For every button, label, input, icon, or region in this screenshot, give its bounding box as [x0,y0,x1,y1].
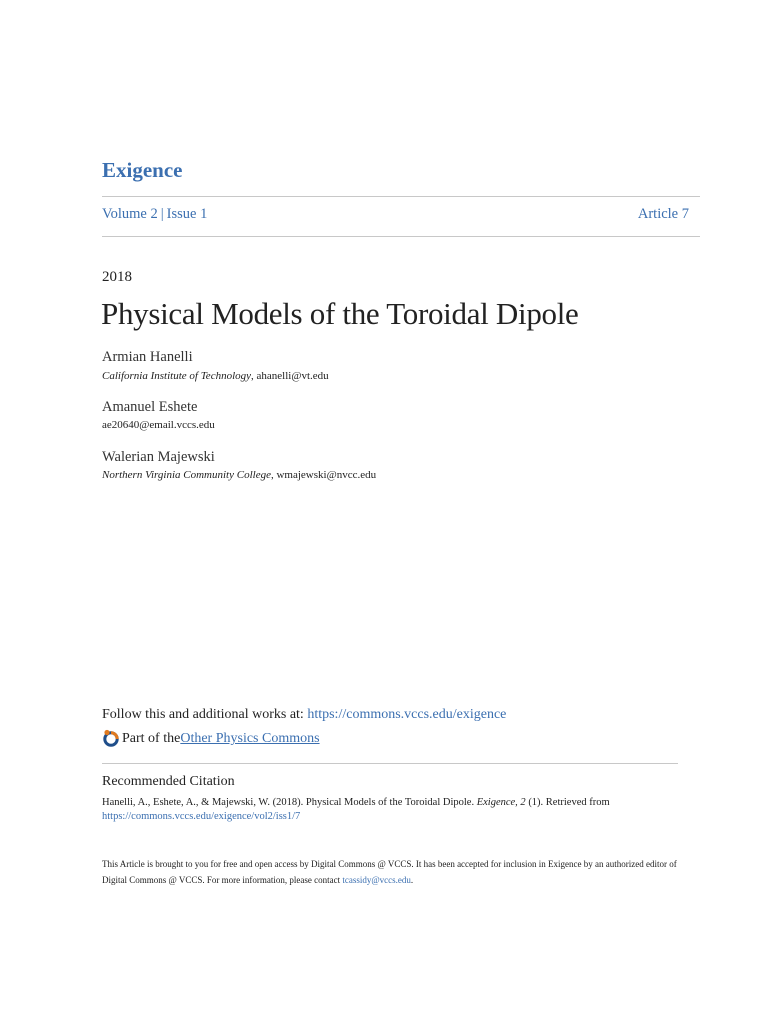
collection-url-link[interactable]: https://commons.vccs.edu/exigence [307,707,507,722]
follow-text: Follow this and additional works at: [102,707,308,722]
citation-heading: Recommended Citation [102,774,235,789]
open-access-notice [102,856,677,888]
author-email[interactable]: , ahanelli@vt.edu [251,370,329,382]
volume-link[interactable]: Volume 2 [102,206,158,222]
header-divider-bottom [102,236,700,237]
discipline-commons-link[interactable]: Other Physics Commons [180,731,320,746]
part-of-text: Part of the [122,731,181,746]
bepress-commons-network-icon [102,729,120,747]
article-title: Physical Models of the Toroidal Dipole [101,296,579,331]
author-name: Armian Hanelli [102,349,193,365]
author-name: Amanuel Eshete [102,399,198,415]
notice-text: This Article is brought to you for free and open access by Digital Commons @ VCCS. It has been accepted for inclusion in Exigence by an authorized editor of Digital Commons @ VCCS. For more information, please contact [102,859,677,885]
notice-end: . [410,875,414,885]
author-email[interactable]: , wmajewski@nvcc.edu [270,469,377,481]
citation-journal: Exigence, 2 [476,797,526,808]
part-of-line [102,730,320,748]
article-number-link[interactable]: Article 7 [637,206,689,222]
author-email[interactable]: ae20640@email.vccs.edu [102,419,215,431]
author-affiliation [102,370,329,382]
author-institution: California Institute of Technology [102,370,252,382]
issue-link[interactable]: Issue 1 [166,206,208,222]
citation-text [102,796,662,824]
header-divider-top [102,196,700,197]
follow-works-line [102,707,506,723]
author-institution: Northern Virginia Community College [102,469,271,481]
publication-year: 2018 [102,269,132,285]
citation-issue-retrieved: (1). Retrieved from [525,797,610,808]
journal-title-link[interactable]: Exigence [102,158,183,182]
volume-issue-line [102,206,207,223]
citation-authors-title: Hanelli, A., Eshete, A., & Majewski, W. (2018). Physical Models of the Toroidal Dipole. [102,797,477,808]
citation-divider [102,763,678,764]
citation-url-link[interactable]: https://commons.vccs.edu/exigence/vol2/iss1/7 [102,811,301,822]
contact-email-link[interactable]: tcassidy@vccs.edu [342,875,411,885]
author-name: Walerian Majewski [102,449,215,465]
author-affiliation [102,469,376,481]
author-affiliation [102,419,215,431]
volume-issue-separator: | [160,206,164,222]
